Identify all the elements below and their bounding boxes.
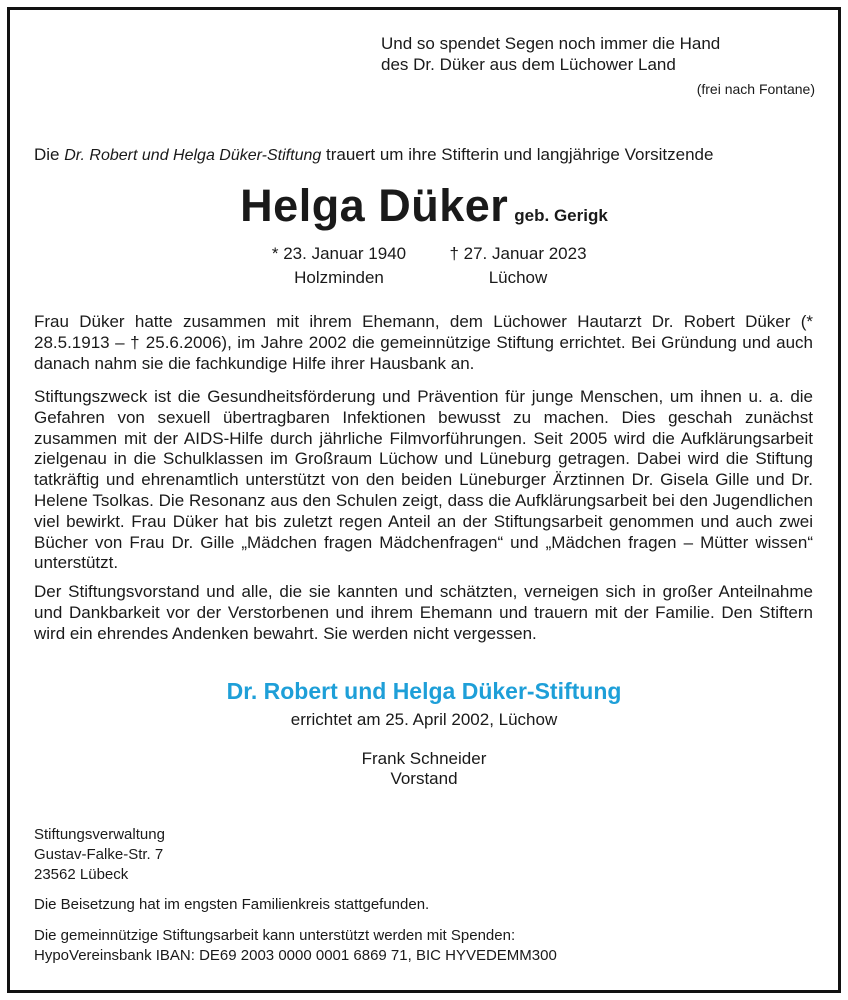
foundation-name: Dr. Robert und Helga Düker-Stiftung xyxy=(226,678,622,704)
address-block xyxy=(34,825,165,885)
death-block xyxy=(428,242,608,290)
donation-block xyxy=(34,926,557,966)
signatory-role: Vorstand xyxy=(390,769,458,788)
birth-date: * 23. Januar 1940 xyxy=(271,244,407,263)
donation-line-1: Die gemeinnützige Stiftungsarbeit kann unterstützt werden mit Spenden: xyxy=(34,927,516,944)
established-line: errichtet am 25. April 2002, Lüchow xyxy=(290,710,558,729)
address-line-3: 23562 Lübeck xyxy=(34,866,129,883)
maiden-name: geb. Gerigk xyxy=(514,206,608,225)
intro-suffix: trauert um ihre Stifterin und langjährige Vorsitzende xyxy=(326,145,714,164)
quote-line-1: Und so spendet Segen noch immer die Hand xyxy=(381,34,721,53)
burial-note: Die Beisetzung hat im engsten Familienkreis stattgefunden. xyxy=(34,896,430,913)
intro-foundation-name: Dr. Robert und Helga Düker-Stiftung xyxy=(64,147,322,164)
quote-line-2: des Dr. Düker aus dem Lüchower Land xyxy=(381,55,676,74)
deceased-name-block xyxy=(0,180,848,232)
paragraph-condolence: Der Stiftungsvorstand und alle, die sie kannten und schätzten, verneigen sich in großer Anteilnahme und Dankbarkeit vor der Verstorbenen und ihrem Ehemann und trauern mit der Familie. Den Stiftern wird ein ehrendes Andenken bewahrt. Sie werden nicht vergessen. xyxy=(34,582,813,643)
death-place: Lüchow xyxy=(488,268,548,287)
death-date: † 27. Januar 2023 xyxy=(449,244,587,263)
birth-place: Holzminden xyxy=(294,268,384,287)
address-line-2: Gustav-Falke-Str. 7 xyxy=(34,846,164,863)
deceased-name: Helga Düker xyxy=(240,180,509,231)
quote-credit: (frei nach Fontane) xyxy=(696,81,815,97)
donation-bank-details: HypoVereinsbank IBAN: DE69 2003 0000 0001 6869 71, BIC HYVEDEMM300 xyxy=(34,947,557,964)
paragraph-founding: Frau Düker hatte zusammen mit ihrem Ehemann, dem Lüchower Hautarzt Dr. Robert Düker (* 28.5.1913 – † 25.6.2006), im Jahre 2002 die gemeinnützige Stiftung errichtet. Bei Gründung und auch danach nahm sie die fachkundige Hilfe ihrer Hausbank an. xyxy=(34,312,813,373)
intro-prefix: Die xyxy=(34,145,60,164)
paragraph-purpose: Stiftungszweck ist die Gesundheitsförderung und Prävention für junge Menschen, um ihnen u. a. die Gefahren von sexuell übertragbaren Infektionen bewusst zu machen. Dies geschah zunächst zusammen mit der AIDS-Hilfe durch jährliche Filmvorführungen. Seit 2005 wird die Aufklärungsarbeit zielgenau in die Schulklassen im Großraum Lüchow und Lüneburg getragen. Dabei wird die Stiftung tatkräftig und ehrenamtlich unterstützt von den beiden Lüneburger Ärztinnen Dr. Gisela Gille und Dr. Helene Tsolkas. Die Resonanz aus den Schulen zeigt, dass die Aufklärungsarbeit bei den Jugendlichen viel bewirkt. Frau Düker hat bis zuletzt regen Anteil an der Stiftungsarbeit genommen und auch zwei Bücher von Frau Dr. Gille „Mädchen fragen Mädchenfragen“ und „Mädchen fragen – Mütter wissen“ unterstützt. xyxy=(34,387,813,573)
intro-line xyxy=(34,144,713,166)
fontane-quote xyxy=(381,33,720,75)
signatory-name: Frank Schneider xyxy=(361,749,487,768)
address-line-1: Stiftungsverwaltung xyxy=(34,826,165,843)
birth-block xyxy=(244,242,434,290)
